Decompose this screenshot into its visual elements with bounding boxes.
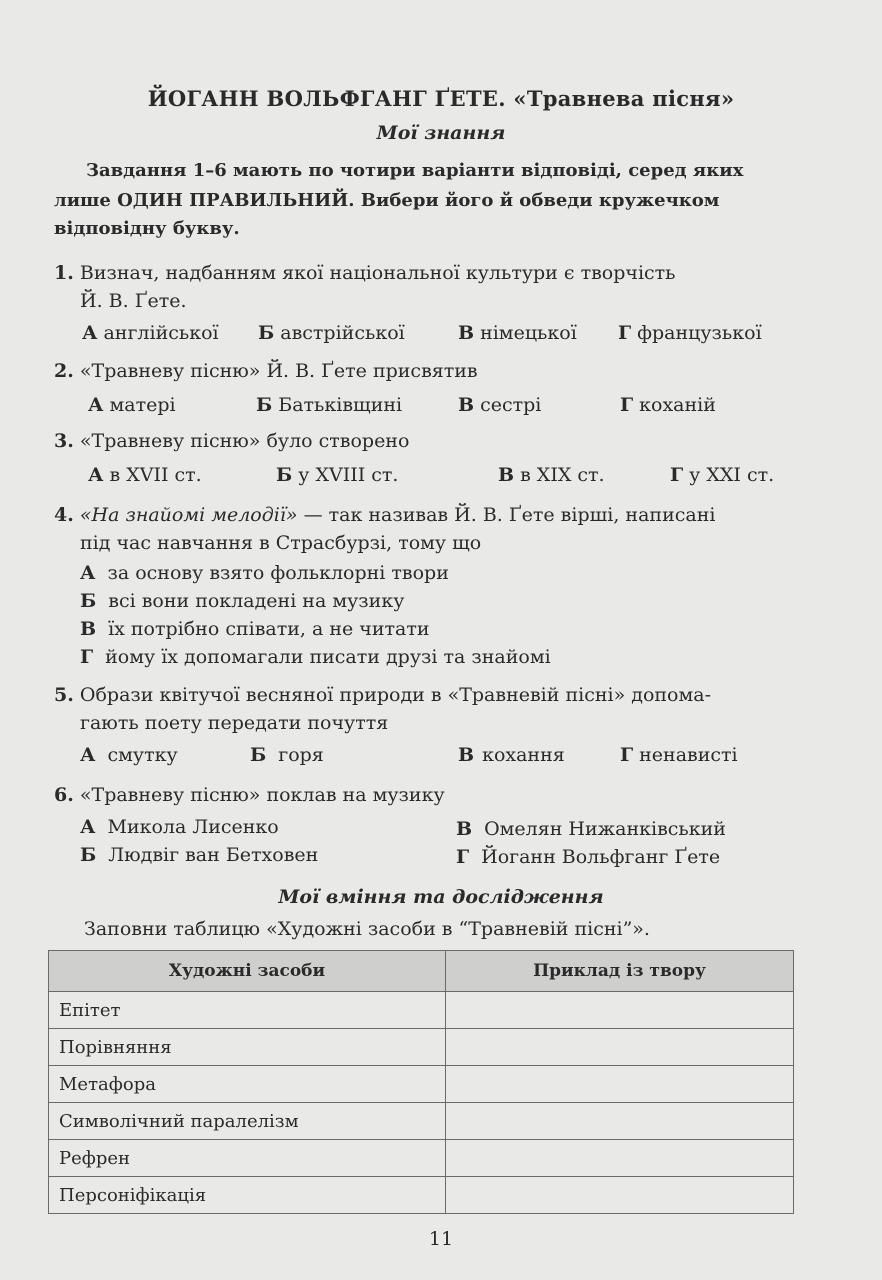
device-name: Персоніфікація bbox=[49, 1177, 446, 1214]
answer-option-d[interactable]: Г французької bbox=[618, 322, 762, 344]
answer-option-b[interactable]: Б австрійської bbox=[258, 322, 405, 344]
instructions-line-1: Завдання 1–6 мають по чотири варіанти відповіді, серед яких bbox=[86, 160, 744, 181]
answer-option-c[interactable]: В кохання bbox=[458, 744, 565, 766]
question-5: 5. Образи квітучої весняної природи в «Травневій пісні» допома- bbox=[54, 684, 712, 706]
question-3: 3. «Травневу пісню» було створено bbox=[54, 430, 410, 452]
example-cell[interactable] bbox=[446, 1140, 794, 1177]
device-name: Символічний паралелізм bbox=[49, 1103, 446, 1140]
question-6: 6. «Травневу пісню» поклав на музику bbox=[54, 784, 445, 806]
question-text: Визнач, надбанням якої національної культури є творчість bbox=[79, 262, 676, 284]
column-header: Приклад із твору bbox=[446, 951, 794, 992]
table-task: Заповни таблицю «Художні засоби в “Травневій пісні”». bbox=[84, 918, 650, 940]
table-row bbox=[49, 1103, 794, 1140]
answer-option-a[interactable]: А за основу взято фольклорні твори bbox=[80, 562, 449, 584]
answer-option-b[interactable]: Б Людвіг ван Бетховен bbox=[80, 844, 319, 866]
table-row bbox=[49, 1066, 794, 1103]
device-name: Порівняння bbox=[49, 1029, 446, 1066]
page-number: 11 bbox=[428, 1228, 454, 1250]
question-4: 4. «На знайомі мелодії» — так називав Й. В. Ґете вірші, написані bbox=[54, 504, 716, 526]
example-cell[interactable] bbox=[446, 1177, 794, 1214]
answer-option-b[interactable]: Б всі вони покладені на музику bbox=[80, 590, 405, 612]
column-header: Художні засоби bbox=[49, 951, 446, 992]
answer-option-c[interactable]: В німецької bbox=[458, 322, 577, 344]
example-cell[interactable] bbox=[446, 1029, 794, 1066]
instructions-line-3: відповідну букву. bbox=[54, 218, 240, 239]
question-2: 2. «Травневу пісню» Й. В. Ґете присвятив bbox=[54, 360, 478, 382]
question-1 bbox=[54, 262, 676, 284]
device-name: Рефрен bbox=[49, 1140, 446, 1177]
answer-option-c[interactable]: В їх потрібно співати, а не читати bbox=[80, 618, 430, 640]
table-header-row bbox=[49, 951, 794, 992]
answer-option-a[interactable]: А Микола Лисенко bbox=[80, 816, 279, 838]
literary-devices-table bbox=[48, 950, 794, 1214]
device-name: Епітет bbox=[49, 992, 446, 1029]
instructions-line-2: лише ОДИН ПРАВИЛЬНИЙ. Вибери його й обведи кружечком bbox=[54, 190, 720, 211]
emphasized-quote: «На знайомі мелодії» bbox=[79, 504, 298, 526]
answer-option-d[interactable]: Г у XXI ст. bbox=[670, 464, 775, 486]
answer-option-d[interactable]: Г коханій bbox=[620, 394, 716, 416]
table-row bbox=[49, 1029, 794, 1066]
question-5-line-2: гають поету передати почуття bbox=[80, 712, 389, 734]
answer-option-c[interactable]: В Омелян Нижанківський bbox=[456, 818, 726, 840]
table-row bbox=[49, 992, 794, 1029]
page-title: ЙОГАНН ВОЛЬФГАНГ ҐЕТЕ. «Травнева пісня» bbox=[147, 86, 735, 111]
example-cell[interactable] bbox=[446, 992, 794, 1029]
table-row bbox=[49, 1140, 794, 1177]
answer-option-d[interactable]: Г ненависті bbox=[620, 744, 738, 766]
answer-option-d[interactable]: Г йому їх допомагали писати друзі та знайомі bbox=[80, 646, 551, 668]
example-cell[interactable] bbox=[446, 1066, 794, 1103]
answer-option-b[interactable]: Б у XVIII ст. bbox=[276, 464, 399, 486]
question-number: 1. bbox=[54, 262, 74, 284]
section-heading-skills: Мої вміння та дослідження bbox=[278, 886, 604, 908]
answer-option-d[interactable]: Г Йоганн Вольфганг Ґете bbox=[456, 846, 721, 868]
answer-option-a[interactable]: А англійської bbox=[82, 322, 219, 344]
answer-option-b[interactable]: Б горя bbox=[250, 744, 324, 766]
answer-option-c[interactable]: В в XIX ст. bbox=[498, 464, 605, 486]
answer-option-c[interactable]: В сестрі bbox=[458, 394, 542, 416]
answer-option-a[interactable]: А в XVII ст. bbox=[88, 464, 202, 486]
device-name: Метафора bbox=[49, 1066, 446, 1103]
question-4-line-2: під час навчання в Страсбурзі, тому що bbox=[80, 532, 482, 554]
section-heading-knowledge: Мої знання bbox=[376, 122, 506, 144]
answer-option-a[interactable]: А смутку bbox=[80, 744, 178, 766]
answer-option-a[interactable]: А матері bbox=[88, 394, 176, 416]
answer-option-b[interactable]: Б Батьківщині bbox=[256, 394, 403, 416]
example-cell[interactable] bbox=[446, 1103, 794, 1140]
table-row bbox=[49, 1177, 794, 1214]
question-1-line-2: Й. В. Ґете. bbox=[80, 290, 187, 312]
